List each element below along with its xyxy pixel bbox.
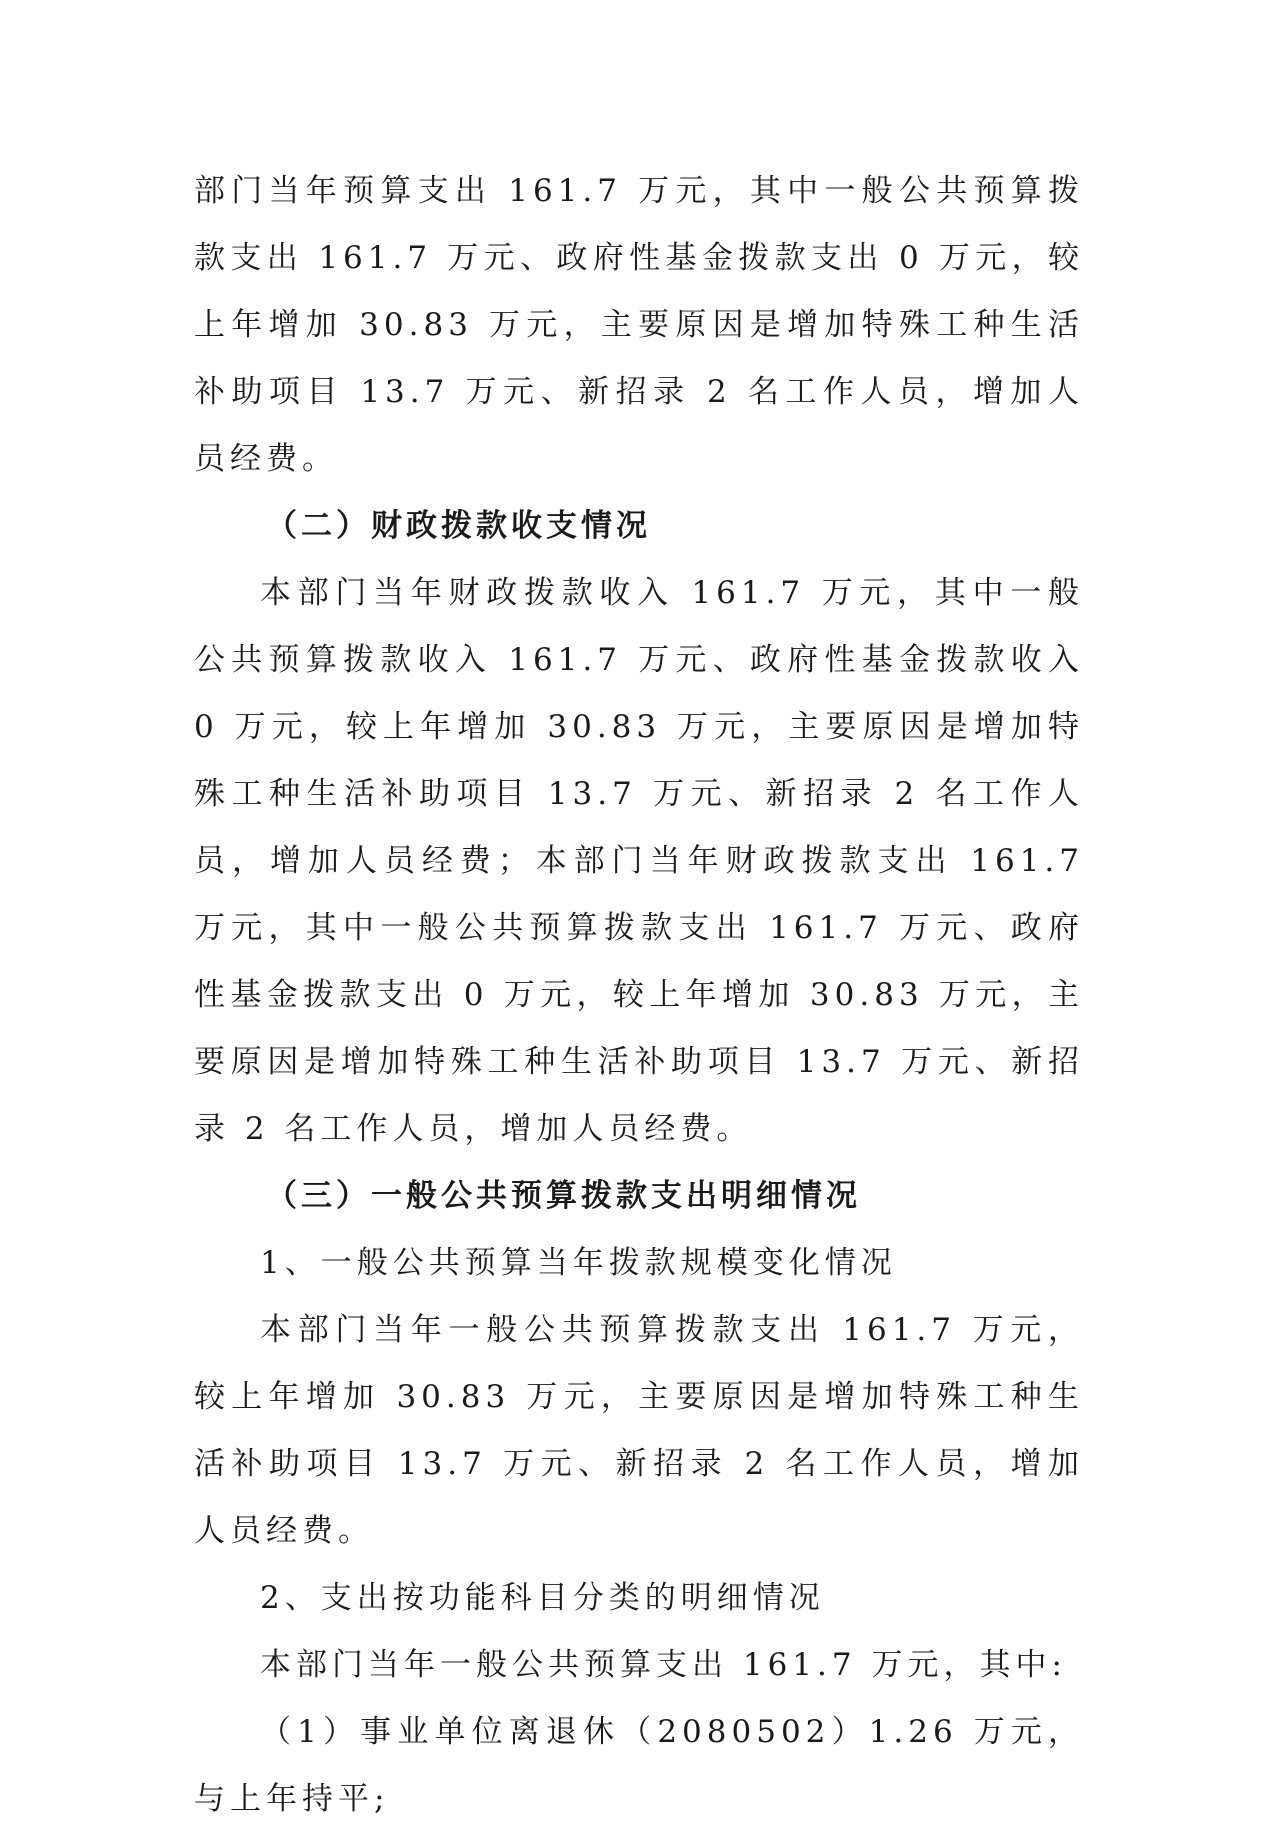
- paragraph-fiscal-appropriation: 本部门当年财政拨款收入 161.7 万元，其中一般公共预算拨款收入 161.7 万元、政府性基金拨款收入 0 万元，较上年增加 30.83 万元，主要原因是增加特殊工种生活补助项目 13.7 万元、新招录 2 名工作人员，增加人员经费；本部门当年财政拨款支出 161.7 万元，其中一般公共预算拨款支出 161.7 万元、政府性基金拨款支出 0 万元，较上年增加 30.83 万元，主要原因是增加特殊工种生活补助项目 13.7 万元、新招录 2 名工作人员，增加人员经费。: [194, 575, 1084, 1147]
- document-body: [194, 158, 1084, 1833]
- section-heading-general-budget-detail: （三）一般公共预算拨款支出明细情况: [266, 1178, 861, 1214]
- paragraph-scale-change: 本部门当年一般公共预算拨款支出 161.7 万元，较上年增加 30.83 万元，主要原因是增加特殊工种生活补助项目 13.7 万元、新招录 2 名工作人员，增加人员经费。: [194, 1312, 1084, 1549]
- paragraph-retirement-item: （1）事业单位离退休（2080502）1.26 万元，与上年持平;: [194, 1714, 1084, 1817]
- subheading-scale-change: 1、一般公共预算当年拨款规模变化情况: [260, 1245, 897, 1281]
- paragraph-budget-expenditure: 部门当年预算支出 161.7 万元，其中一般公共预算拨款支出 161.7 万元、政府性基金拨款支出 0 万元，较上年增加 30.83 万元，主要原因是增加特殊工种生活补助项目 13.7 万元、新招录 2 名工作人员，增加人员经费。: [194, 173, 1084, 477]
- section-heading-fiscal-appropriation: （二）财政拨款收支情况: [266, 508, 651, 544]
- paragraph-general-budget-total: 本部门当年一般公共预算支出 161.7 万元，其中:: [260, 1647, 1067, 1683]
- subheading-functional-classification: 2、支出按功能科目分类的明细情况: [260, 1580, 825, 1616]
